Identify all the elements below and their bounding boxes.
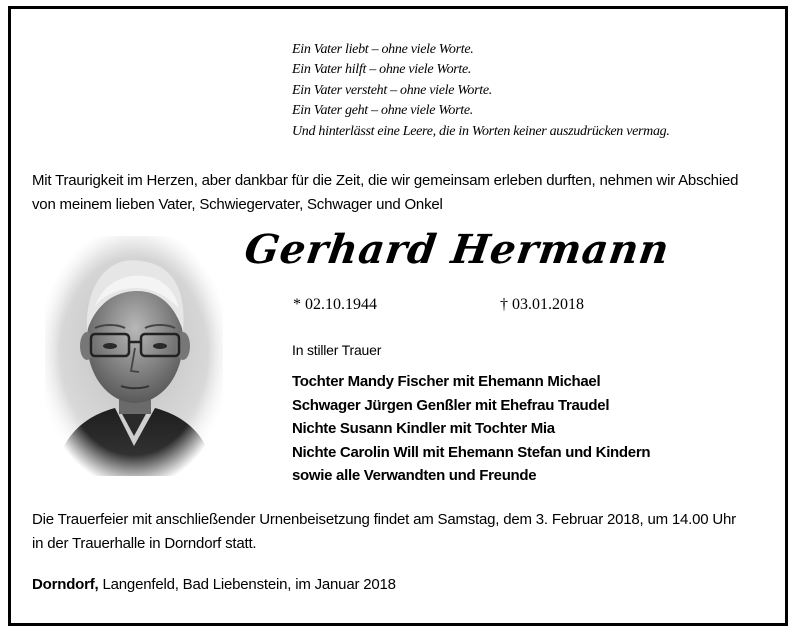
place-town: Dorndorf, — [32, 576, 99, 593]
intro-text — [32, 169, 782, 217]
poem — [292, 40, 670, 142]
portrait-photo — [45, 236, 223, 476]
mourning-label: In stiller Trauer — [292, 342, 382, 358]
intro-line: von meinem lieben Vater, Schwiegervater, Schwager und Onkel — [32, 196, 443, 213]
poem-line: Ein Vater hilft – ohne viele Worte. — [292, 62, 472, 78]
ceremony-line: in der Trauerhalle in Dorndorf statt. — [32, 535, 257, 552]
intro-line: Mit Traurigkeit im Herzen, aber dankbar für die Zeit, die wir gemeinsam erleben durften, nehmen wir Abschied — [32, 172, 739, 189]
mourner-entry: Nichte Susann Kindler mit Tochter Mia — [292, 420, 555, 437]
place-date-line — [32, 576, 396, 593]
place-rest: Langenfeld, Bad Liebenstein, im Januar 2018 — [98, 576, 396, 593]
mourner-entry: Tochter Mandy Fischer mit Ehemann Michael — [292, 373, 601, 390]
poem-line: Ein Vater liebt – ohne viele Worte. — [292, 42, 474, 57]
poem-line: Ein Vater versteht – ohne viele Worte. — [292, 82, 492, 98]
deceased-name: Gerhard Hermann — [241, 226, 673, 273]
birth-date: * 02.10.1944 — [293, 296, 377, 313]
mourners-list — [292, 370, 650, 488]
poem-line: Ein Vater geht – ohne viele Worte. — [292, 103, 473, 119]
mourner-entry: Nichte Carolin Will mit Ehemann Stefan und Kindern — [292, 443, 651, 461]
ceremony-line: Die Trauerfeier mit anschließender Urnenbeisetzung findet am Samstag, dem 3. Februar 2018, um 14.00 Uhr — [32, 511, 736, 528]
mourner-entry: Schwager Jürgen Genßler mit Ehefrau Traudel — [292, 396, 610, 414]
poem-line: Und hinterlässt eine Leere, die in Worten keiner auszudrücken vermag. — [292, 123, 670, 139]
mourner-entry: sowie alle Verwandten und Freunde — [292, 467, 537, 484]
ceremony-text — [32, 508, 782, 556]
death-date: † 03.01.2018 — [500, 296, 584, 313]
